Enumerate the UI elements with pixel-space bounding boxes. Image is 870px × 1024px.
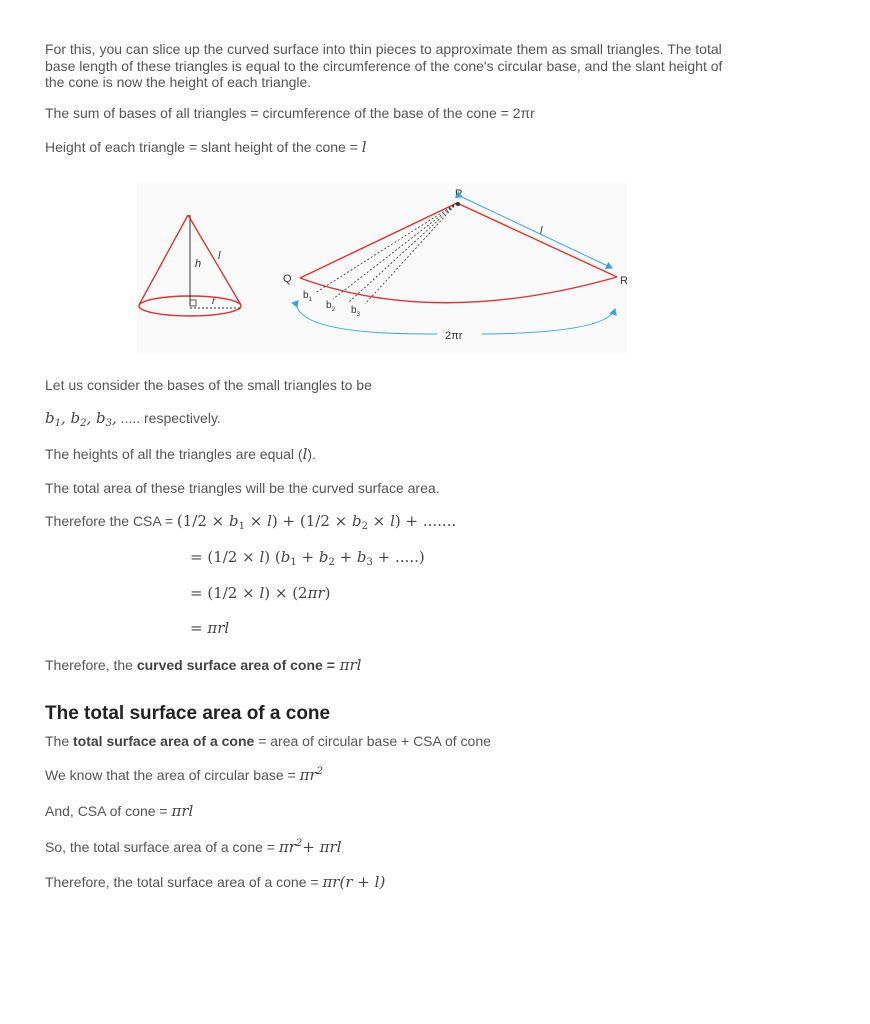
diagram-background (137, 183, 627, 353)
cone-h-label: h (195, 258, 202, 270)
bases-suffix: ..... respectively. (116, 410, 221, 426)
heights-label: The heights of all the triangles are equal ( (45, 446, 303, 462)
csa-line-2: = (1/2 × l) ($b_1 + b_2 + b_3$ + .....) (190, 548, 425, 568)
csa-result: πrl (334, 656, 362, 674)
point-p-label: P (455, 188, 463, 200)
bases-formula: $b_1$, $b_2$, $b_3$, (45, 409, 117, 429)
csa-formula: πrl (171, 802, 194, 820)
therefore-prefix: Therefore, the (45, 657, 137, 673)
so-label: So, the total surface area of a cone = (45, 839, 279, 855)
csa-line-4: = πrl (190, 619, 230, 637)
tsa-sum-text: So, the total surface area of a cone = $\pi r^2+ \pi rl$ (45, 838, 342, 856)
tsa-rest: = area of circular base + CSA of cone (254, 733, 491, 749)
heights-text: The heights of all the triangles are equal (l). (45, 445, 316, 463)
csa-line-3: = (1/2 × l) × (2πr) (190, 584, 331, 602)
total-area-text: The total area of these triangles will be the curved surface area. (45, 480, 440, 496)
point-r-label: R (620, 275, 628, 287)
b1-label: $b_1$ (303, 290, 312, 303)
csa-formula-1: $(1/2 \times b_1 \times l) + (1/2 \times b_2 \times l)$ + ....... (176, 512, 457, 532)
slant-height-symbol: l (361, 138, 367, 156)
section-heading: The total surface area of a cone (45, 703, 331, 724)
b2-label: $b_2$ (326, 300, 335, 313)
tsa-definition (45, 733, 725, 750)
cone-l-label: l (218, 250, 221, 262)
sum-of-bases-text: The sum of bases of all triangles = circumference of the base of the cone = 2πr (45, 105, 535, 121)
csa-conclusion (45, 657, 725, 674)
arc-length-label: 2πr (445, 330, 463, 342)
apex-point (456, 202, 460, 206)
therefore-bold: curved surface area of cone = (136, 657, 335, 673)
csa-line-1 (45, 513, 725, 530)
bases-list (45, 410, 725, 427)
final-label: Therefore, the total surface area of a cone = (45, 874, 323, 890)
cone-diagram (137, 183, 627, 353)
bases-intro-text: Let us consider the bases of the small triangles to be (45, 377, 372, 393)
intro-paragraph: For this, you can slice up the curved surface into thin pieces to approximate them as small triangles. The total base length of these triangles is equal to the circumference of the cone's circular base, and the slant height of the cone is now the height of each triangle. (45, 41, 723, 90)
tsa-final-text (45, 874, 725, 891)
base-area-formula: $\pi r^2$ (299, 766, 324, 784)
tsa-final-formula: πr(r + l) (322, 873, 386, 891)
tsa-sum-formula: $\pi r^2$ (278, 838, 303, 856)
slant-l-label: l (540, 225, 543, 237)
height-label: Height of each triangle = slant height of the cone = (45, 139, 362, 155)
csa-prefix: Therefore the CSA = (45, 513, 177, 529)
b3-label: $b_3$ (351, 305, 360, 318)
base-area-text (45, 767, 725, 784)
height-text (45, 139, 725, 156)
point-q-label: Q (283, 273, 292, 285)
tsa-bold: total surface area of a cone (73, 733, 255, 749)
heights-symbol: l (302, 445, 308, 463)
csa-label: And, CSA of cone = (45, 803, 172, 819)
know-label: We know that the area of circular base = (45, 767, 300, 783)
csa-text (45, 803, 725, 820)
cone-r-label: r (212, 296, 216, 307)
tsa-prefix: The (45, 733, 74, 749)
